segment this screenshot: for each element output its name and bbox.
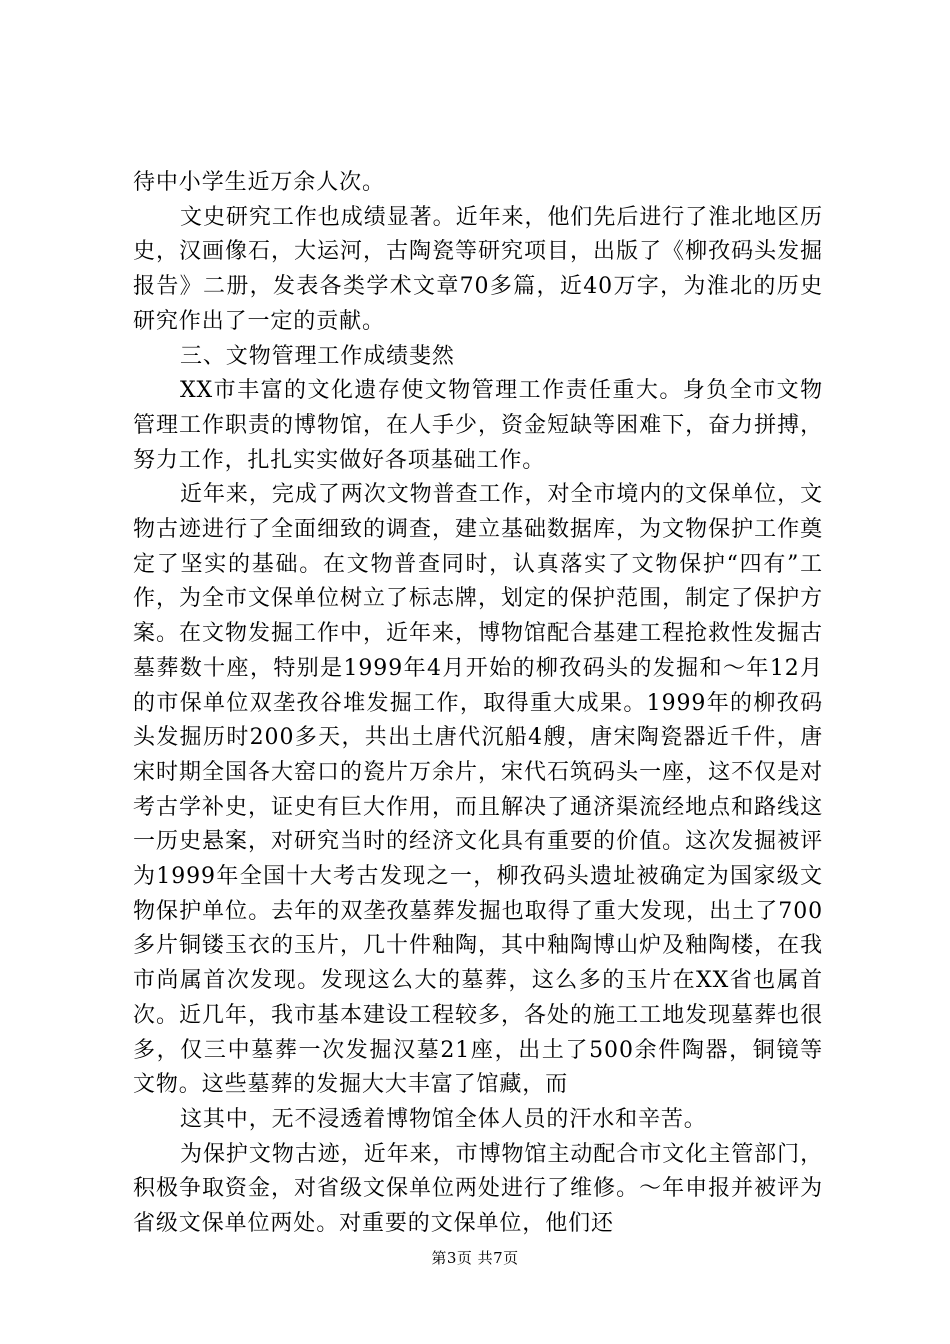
section-heading: 三、文物管理工作成绩斐然 [180,343,455,369]
document-body [133,166,823,1242]
paragraph-continuation: 待中小学生近万余人次。 [133,170,385,195]
paragraph-survey-excavation: 近年来，完成了两次文物普查工作，对全市境内的文保单位，文物古迹进行了全面细致的调查，建立基础数据库，为文物保护工作奠定了坚实的基础。在文物普查同时，认真落实了文物保护“四有”工作，为全市文保单位树立了标志牌，划定的保护范围，制定了保护方案。在文物发掘工作中，近年来，博物馆配合基建工程抢救性发掘古墓葬数十座，特别是1999年4月开始的柳孜码头的发掘和～年12月的市保单位双垄孜谷堆发掘工作，取得重大成果。1999年的柳孜码头发掘历时200多天，共出土唐代沉船4艘，唐宋陶瓷器近千件，唐宋时期全国各大窑口的瓷片万余片，宋代石筑码头一座，这不仅是对考古学补史，证史有巨大作用，而且解决了通济渠流经地点和路线这一历史悬案，对研究当时的经济文化具有重要的价值。这次发掘被评为1999年全国十大考古发现之一，柳孜码头遗址被确定为国家级文物保护单位。去年的双垄孜墓葬发掘也取得了重大发现，出土了700多片铜镂玉衣的玉片，几十件釉陶，其中釉陶博山炉及釉陶楼，在我市尚属首次发现。发现这么大的墓葬，这么多的玉片在XX省也属首次。近几年，我市基本建设工程较多，各处的施工工地发现墓葬也很多，仅三中墓葬一次发掘汉墓21座，出土了500余件陶器，铜镜等文物。这些墓葬的发掘大大丰富了馆藏，而 [133,482,823,1098]
paragraph-management: XX市丰富的文化遗存使文物管理工作责任重大。身负全市文物管理工作职责的博物馆，在人手少，资金短缺等困难下，奋力拼搏，努力工作，扎扎实实做好各项基础工作。 [133,378,823,473]
paragraph-protection: 为保护文物古迹，近年来，市博物馆主动配合市文化主管部门，积极争取资金，对省级文保单位两处进行了维修。～年申报并被评为省级文保单位两处。对重要的文保单位，他们还 [133,1141,823,1237]
paragraph-staff: 这其中，无不浸透着博物馆全体人员的汗水和辛苦。 [180,1106,707,1132]
page-number-footer: 第3页 共7页 [431,1249,519,1267]
paragraph-research: 文史研究工作也成绩显著。近年来，他们先后进行了淮北地区历史，汉画像石，大运河，古陶瓷等研究项目，出版了《柳孜码头发掘报告》二册，发表各类学术文章70多篇，近40万字，为淮北的历史研究作出了一定的贡献。 [133,204,823,334]
